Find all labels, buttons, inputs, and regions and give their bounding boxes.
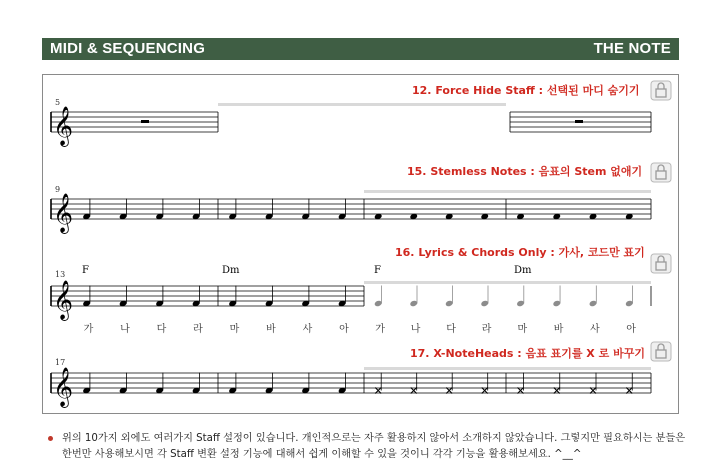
lyric-syllable: 바 [553, 324, 564, 335]
lyric-syllable: 아 [626, 324, 636, 335]
lyric-syllable: 사 [590, 324, 600, 335]
hidden-staff-bar [218, 103, 506, 106]
lyric-syllable: 마 [229, 324, 240, 335]
whole-rest [575, 120, 583, 123]
lyrics-row [84, 322, 637, 335]
measure-number: 9 [55, 185, 61, 194]
system-1 [51, 81, 671, 147]
staff [51, 286, 651, 306]
lyric-syllable: 바 [266, 324, 276, 335]
footer-note [48, 431, 688, 463]
lyric-syllable: 다 [446, 324, 456, 335]
chord-symbol: Dm [222, 265, 240, 276]
selection-bar [364, 281, 651, 284]
selection-bar [364, 190, 651, 193]
staff [51, 199, 651, 219]
system-4 [51, 342, 671, 408]
lyric-syllable: 나 [120, 324, 130, 335]
treble-clef-icon: 𝄞 [53, 106, 74, 146]
section-title: MIDI & SEQUENCING [50, 40, 206, 57]
treble-clef-icon: 𝄞 [53, 280, 74, 320]
treble-clef-icon: 𝄞 [53, 193, 74, 233]
measure-number: 17 [55, 358, 66, 367]
magazine-title: THE NOTE [593, 40, 671, 57]
system-3 [51, 245, 671, 335]
lyric-syllable: 가 [83, 324, 94, 335]
lock-icon[interactable] [651, 163, 671, 182]
lyric-syllable: 아 [339, 324, 349, 335]
measure-number: 5 [55, 98, 61, 107]
feature-caption: 16. Lyrics & Chords Only : 가사, 코드만 표기 [395, 246, 645, 259]
bullet-icon [48, 436, 53, 441]
staff [51, 373, 651, 393]
feature-caption: 12. Force Hide Staff : 선택된 마디 숨기기 [412, 84, 640, 97]
lyric-syllable: 마 [517, 324, 528, 335]
measure-number: 13 [55, 270, 66, 279]
feature-caption: 15. Stemless Notes : 음표의 Stem 없애기 [407, 165, 643, 178]
lyric-syllable: 나 [410, 324, 421, 335]
lyric-syllable: 다 [156, 324, 167, 335]
selection-bar [364, 367, 651, 370]
footer-paragraph: 위의 10가지 외에도 여러가지 Staff 설정이 있습니다. 개인적으로는 자주 활용하지 않아서 소개하지 않았습니다. 그렇지만 필요하시는 분들은 한번만 사용해보시면 각 Staff 변환 설정 기능에 대해서 쉽게 이해할 수 있을 것이니 각각 기능을 활용해보세요. ^__^ [62, 433, 686, 460]
whole-rest [141, 120, 149, 123]
chord-symbol: F [82, 265, 89, 276]
lock-icon[interactable] [651, 254, 671, 273]
lyric-syllable: 라 [481, 324, 492, 335]
lyric-syllable: 가 [375, 324, 385, 335]
chord-symbol: F [374, 265, 381, 276]
lock-icon[interactable] [651, 342, 671, 361]
system-2 [51, 163, 671, 234]
chord-symbol: Dm [514, 265, 532, 276]
feature-caption: 17. X-NoteHeads : 음표 표기를 X 로 바꾸기 [410, 347, 645, 360]
lock-icon[interactable] [651, 81, 671, 100]
lyric-syllable: 라 [193, 324, 203, 335]
lyric-syllable: 사 [302, 324, 313, 335]
treble-clef-icon: 𝄞 [53, 367, 74, 407]
